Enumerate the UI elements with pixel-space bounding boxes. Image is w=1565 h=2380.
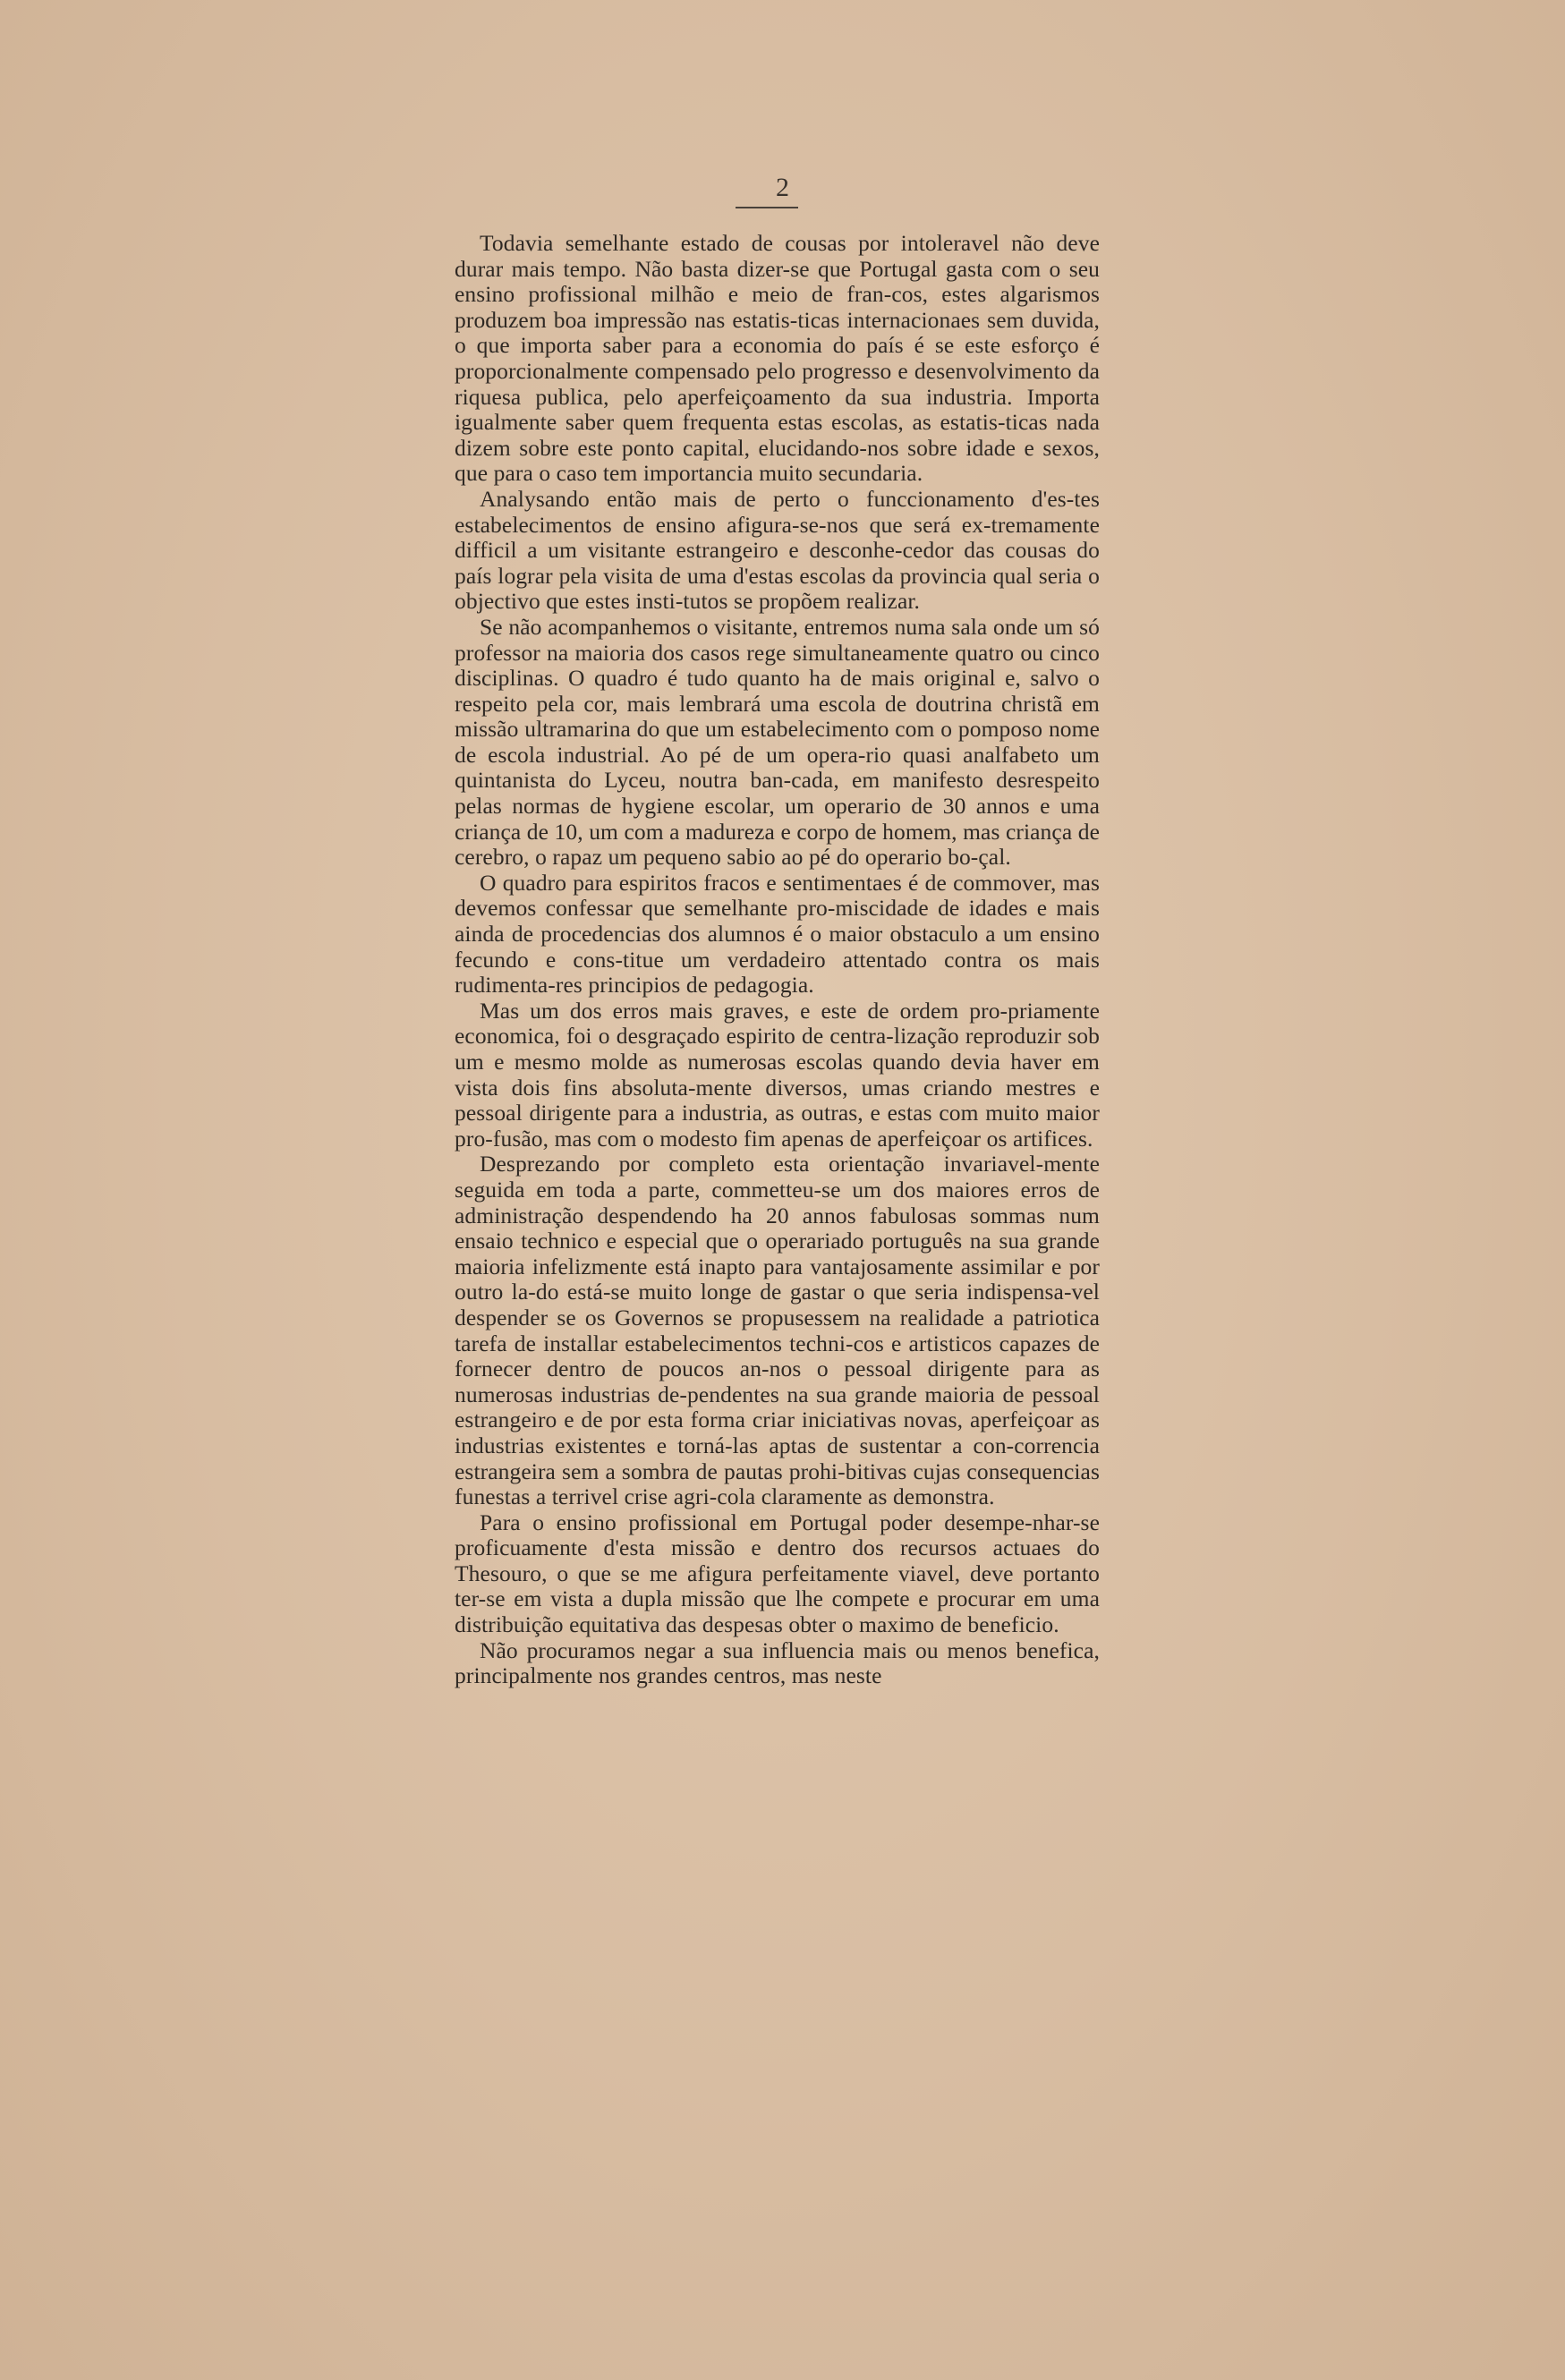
body-text (455, 231, 1100, 1689)
paragraph-4: O quadro para espiritos fracos e sentimentaes é de commover, mas devemos confessar que semelhante pro-miscidade de idades e mais ainda de procedencias dos alumnos é o maior obstaculo a um ensino fecundo e cons-titue um verdadeiro attentado contra os mais rudimenta-res principios de pedagogia. (455, 869, 1100, 999)
page-number-rule (736, 207, 798, 208)
paragraph-3: Se não acompanhemos o visitante, entremos numa sala onde um só professor na maioria dos casos rege simultaneamente quatro ou cinco disciplinas. O quadro é tudo quanto ha de mais original e, salvo o respeito pela cor, mais lembrará uma escola de doutrina christã em missão ultramarina do que um estabelecimento com o pomposo nome de escola industrial. Ao pé de um opera-rio quasi analfabeto um quintanista do Lyceu, noutra ban-cada, em manifesto desrespeito pelas normas de hygiene escolar, um operario de 30 annos e uma criança de 10, um com a madureza e corpo de homem, mas criança de cerebro, o rapaz um pequeno sabio ao pé do operario bo-çal. (455, 613, 1100, 871)
paragraph-6: Desprezando por completo esta orientação invariavel-mente seguida em toda a parte, commetteu-se um dos maiores erros de administração despendendo ha 20 annos fabulosas sommas num ensaio technico e especial que o operariado português na sua grande maioria infelizmente está inapto para vantajosamente assimilar e por outro la-do está-se muito longe de gastar o que seria indispensa-vel despender se os Governos se propusessem na realidade a patriotica tarefa de installar estabelecimentos techni-cos e artisticos capazes de fornecer dentro de poucos an-nos o pessoal dirigente para as numerosas industrias de-pendentes na sua grande maioria de pessoal estrangeiro e de por esta forma criar iniciativas novas, aperfeiçoar as industrias existentes e torná-las aptas de sustentar a con-correncia estrangeira sem a sombra de pautas prohi-bitivas cujas consequencias funestas a terrivel crise agri-cola claramente as demonstra. (455, 1151, 1100, 1510)
paragraph-2: Analysando então mais de perto o funccionamento d'es-tes estabelecimentos de ensino afigura-se-nos que será ex-tremamente difficil a um visitante estrangeiro e desconhe-cedor das cousas do país lograr pela visita de uma d'estas escolas da provincia qual seria o objectivo que estes insti-tutos se propõem realizar. (455, 485, 1100, 615)
paragraph-1: Todavia semelhante estado de cousas por intoleravel não deve durar mais tempo. Não basta dizer-se que Portugal gasta com o seu ensino profissional milhão e meio de fran-cos, estes algarismos produzem boa impressão nas estatis-ticas internacionaes sem duvida, o que importa saber para a economia do país é se este esforço é proporcionalmente compensado pelo progresso e desenvolvimento da riquesa publica, pelo aperfeiçoamento da sua industria. Importa igualmente saber quem frequenta estas escolas, as estatis-ticas nada dizem sobre este ponto capital, elucidando-nos sobre idade e sexos, que para o caso tem importancia muito secundaria. (455, 230, 1100, 487)
paragraph-8: Não procuramos negar a sua influencia mais ou menos benefica, principalmente nos grandes centros, mas neste (455, 1636, 1100, 1689)
page-number: 2 (776, 173, 789, 202)
paragraph-5: Mas um dos erros mais graves, e este de ordem pro-priamente economica, foi o desgraçado espirito de centra-lização reproduzir sob um e mesmo molde as numerosas escolas quando devia haver em vista dois fins absoluta-mente diversos, umas criando mestres e pessoal dirigente para a industria, as outras, e estas com muito maior pro-fusão, mas com o modesto fim apenas de aperfeiçoar os artifices. (455, 997, 1100, 1152)
paragraph-7: Para o ensino profissional em Portugal poder desempe-nhar-se proficuamente d'esta missão e dentro dos recursos actuaes do Thesouro, o que se me afigura perfeitamente viavel, deve portanto ter-se em vista a dupla missão que lhe compete e procurar em uma distribuição equitativa das despesas obter o maximo de beneficio. (455, 1509, 1100, 1638)
